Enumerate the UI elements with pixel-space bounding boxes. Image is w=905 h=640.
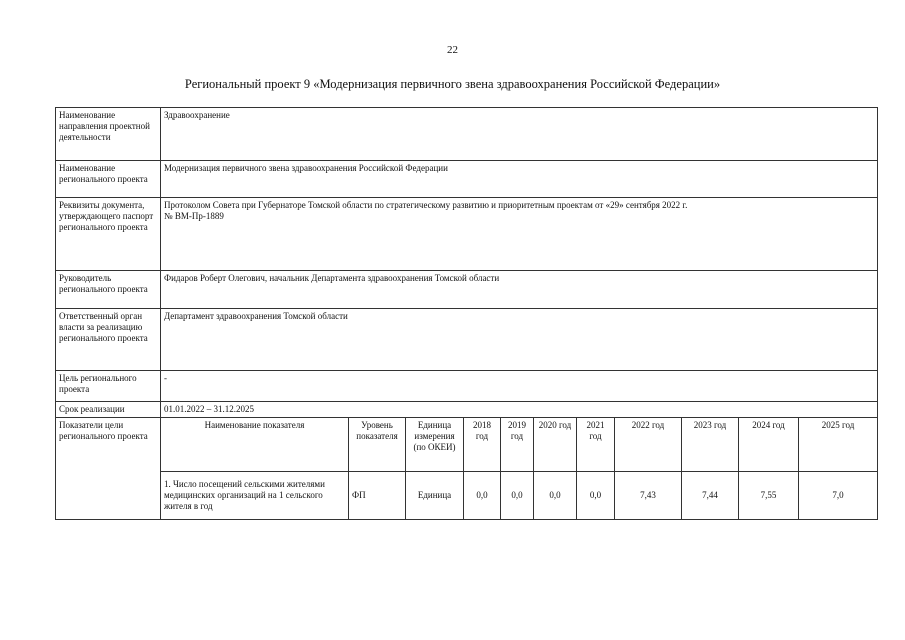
header-unit: Единица измерения (по ОКЕИ) — [406, 418, 464, 472]
row-head — [56, 271, 878, 309]
value-2023: 7,44 — [682, 472, 739, 520]
value-2018: 0,0 — [464, 472, 501, 520]
period-value: 01.01.2022 – 31.12.2025 — [161, 402, 878, 418]
value-2024: 7,55 — [739, 472, 799, 520]
direction-label: Наименование направления проектной деятельности — [56, 108, 161, 161]
head-label: Руководитель регионального проекта — [56, 271, 161, 309]
requisites-label: Реквизиты документа, утверждающего паспорт регионального проекта — [56, 198, 161, 271]
indicator-name: 1. Число посещений сельскими жителями медицинских организаций на 1 сельского жителя в год — [161, 472, 349, 520]
header-indicator-name: Наименование показателя — [161, 418, 349, 472]
header-indicator-level: Уровень показателя — [349, 418, 406, 472]
row-period — [56, 402, 878, 418]
value-2021: 0,0 — [577, 472, 615, 520]
head-value: Фидаров Роберт Олегович, начальник Департамента здравоохранения Томской области — [161, 271, 878, 309]
direction-value: Здравоохранение — [161, 108, 878, 161]
table-row — [56, 472, 878, 520]
document-title: Региональный проект 9 «Модернизация первичного звена здравоохранения Российской Федерации» — [184, 77, 721, 91]
header-year-2019: 2019 год — [501, 418, 534, 472]
page-number: 22 — [447, 44, 458, 56]
project-name-value: Модернизация первичного звена здравоохранения Российской Федерации — [161, 161, 878, 198]
indicator-unit: Единица — [406, 472, 464, 520]
header-year-2023: 2023 год — [682, 418, 739, 472]
responsible-label: Ответственный орган власти за реализацию регионального проекта — [56, 309, 161, 371]
header-year-2025: 2025 год — [799, 418, 878, 472]
row-project-name — [56, 161, 878, 198]
row-direction — [56, 108, 878, 161]
responsible-value: Департамент здравоохранения Томской области — [161, 309, 878, 371]
header-year-2020: 2020 год — [534, 418, 577, 472]
requisites-value-line2: № ВМ-Пр-1889 — [164, 211, 224, 221]
value-2022: 7,43 — [615, 472, 682, 520]
goal-value: - — [161, 371, 878, 402]
indicators-label: Показатели цели регионального проекта — [56, 418, 161, 520]
header-year-2022: 2022 год — [615, 418, 682, 472]
project-passport-table — [55, 107, 878, 520]
value-2019: 0,0 — [501, 472, 534, 520]
header-year-2021: 2021 год — [577, 418, 615, 472]
header-year-2018: 2018 год — [464, 418, 501, 472]
requisites-value-line1: Протоколом Совета при Губернаторе Томской области по стратегическому развитию и приоритетным проектам от «29» сентября 2022 г. — [164, 200, 688, 210]
goal-label: Цель регионального проекта — [56, 371, 161, 402]
row-indicators-header — [56, 418, 878, 472]
requisites-value — [161, 198, 878, 271]
project-name-label: Наименование регионального проекта — [56, 161, 161, 198]
value-2020: 0,0 — [534, 472, 577, 520]
value-2025: 7,0 — [799, 472, 878, 520]
period-label: Срок реализации — [56, 402, 161, 418]
row-requisites — [56, 198, 878, 271]
row-goal — [56, 371, 878, 402]
header-year-2024: 2024 год — [739, 418, 799, 472]
indicator-level: ФП — [349, 472, 406, 520]
row-responsible — [56, 309, 878, 371]
